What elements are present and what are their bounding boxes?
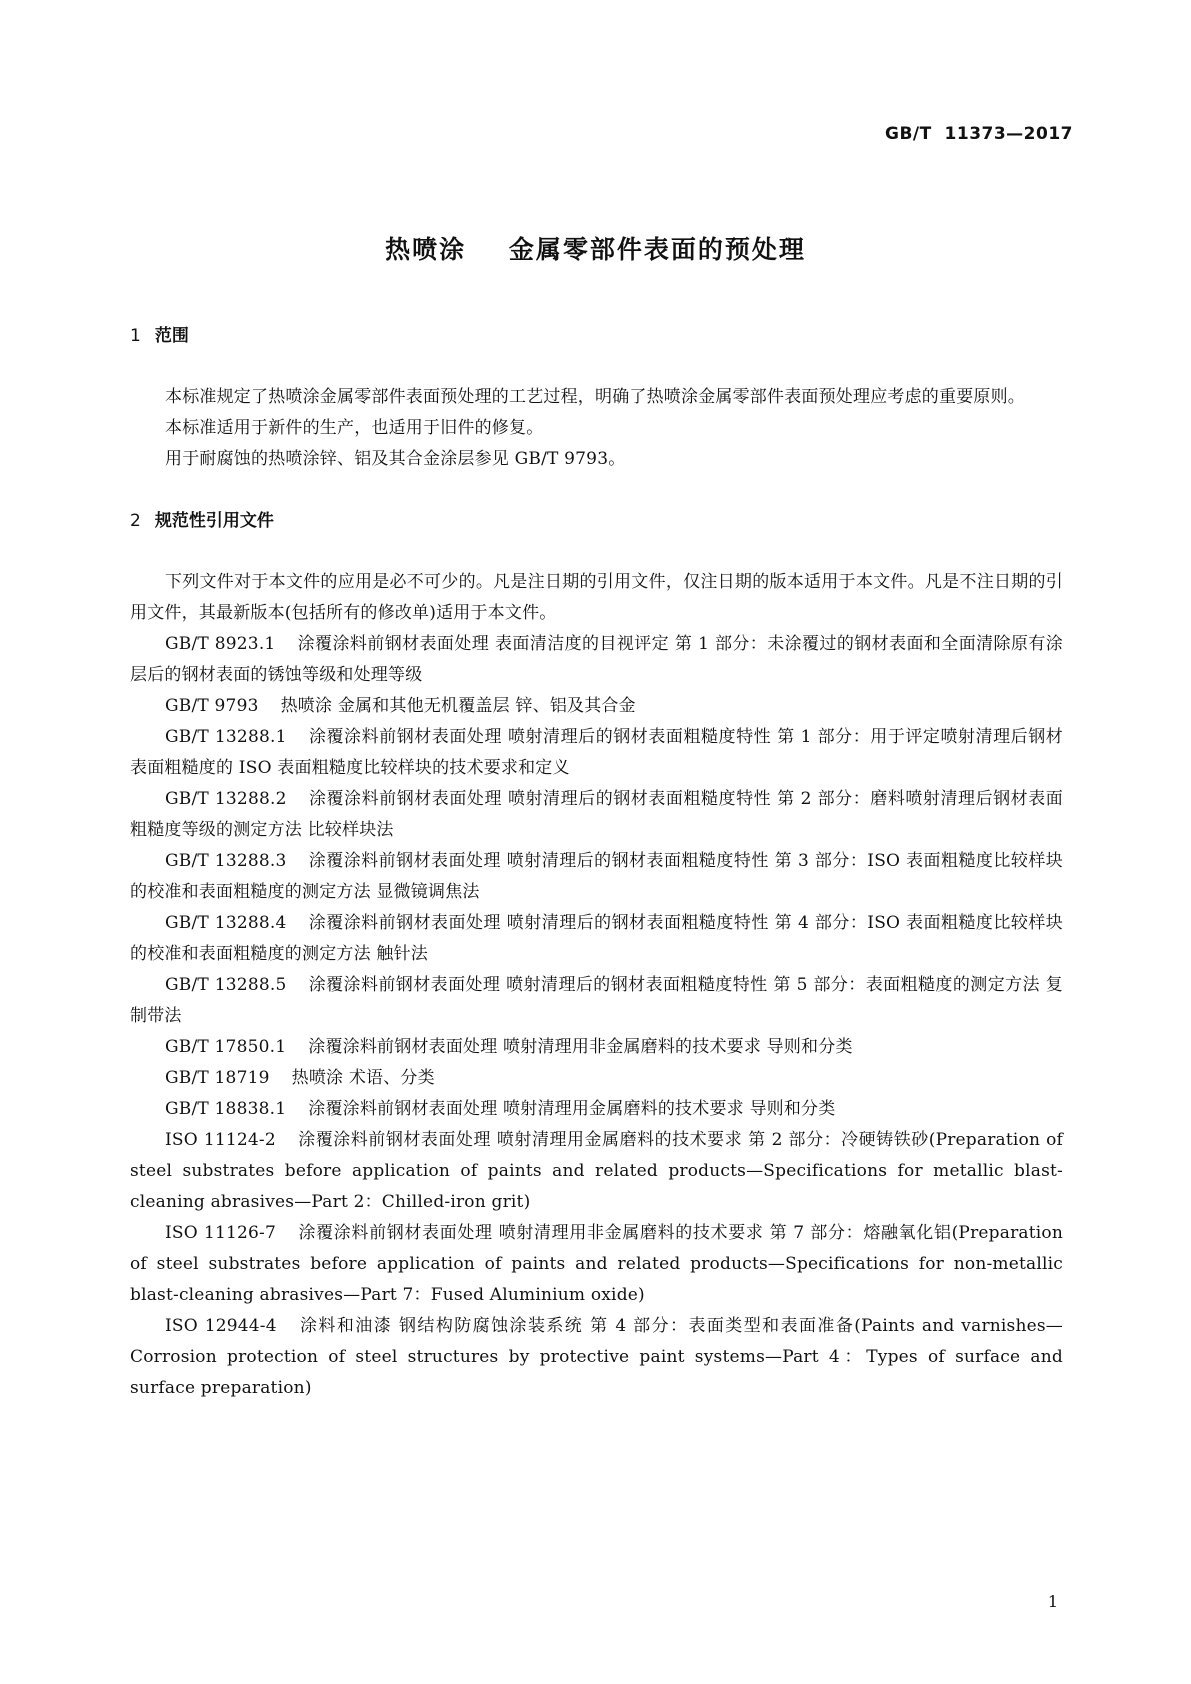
- references-intro: 下列文件对于本文件的应用是必不可少的。凡是注日期的引用文件，仅注日期的版本适用于本文件。凡是不注日期的引用文件，其最新版本(包括所有的修改单)适用于本文件。: [130, 572, 1063, 623]
- reference-entry: [130, 1125, 1063, 1218]
- section-title: 范围: [154, 326, 189, 346]
- reference-entry: [130, 1094, 1063, 1125]
- reference-code: GB/T 13288.3: [165, 851, 287, 871]
- scope-paragraph: 本标准适用于新件的生产，也适用于旧件的修复。: [165, 418, 544, 438]
- reference-code: ISO 11126-7: [165, 1223, 276, 1243]
- reference-code: GB/T 17850.1: [165, 1037, 287, 1057]
- reference-code: ISO 12944-4: [165, 1316, 277, 1336]
- reference-entry: [130, 722, 1063, 784]
- reference-entry: [130, 691, 1063, 722]
- document-title: 热喷涂 金属零部件表面的预处理: [385, 235, 806, 264]
- scope-paragraph: 用于耐腐蚀的热喷涂锌、铝及其合金涂层参见 GB/T 9793。: [165, 449, 626, 469]
- reference-title: 涂覆涂料前钢材表面处理 喷射清理用金属磨料的技术要求 第 2 部分：冷硬铸铁砂(Preparation of steel substrates before application of paints and related products—Specifications for metallic blast-cleaning abrasives—Part 2：Chilled-iron grit): [130, 1130, 1063, 1212]
- section-heading-normative-references: [130, 511, 1063, 531]
- reference-entry: [130, 1063, 1063, 1094]
- reference-code: GB/T 13288.5: [165, 975, 287, 995]
- reference-entry: [130, 846, 1063, 908]
- document-body: [130, 326, 1063, 1404]
- reference-title: 涂覆涂料前钢材表面处理 喷射清理用金属磨料的技术要求 导则和分类: [308, 1099, 836, 1119]
- reference-code: ISO 11124-2: [165, 1130, 276, 1150]
- reference-title: 涂覆涂料前钢材表面处理 喷射清理后的钢材表面粗糙度特性 第 4 部分：ISO 表面粗糙度比较样块的校准和表面粗糙度的测定方法 触针法: [130, 913, 1063, 964]
- reference-entry: [130, 970, 1063, 1032]
- reference-title: 涂覆涂料前钢材表面处理 喷射清理后的钢材表面粗糙度特性 第 3 部分：ISO 表面粗糙度比较样块的校准和表面粗糙度的测定方法 显微镜调焦法: [130, 851, 1063, 902]
- reference-title: 热喷涂 金属和其他无机覆盖层 锌、铝及其合金: [280, 696, 636, 716]
- section-number: 1: [130, 326, 141, 346]
- reference-title: 涂覆涂料前钢材表面处理 喷射清理用非金属磨料的技术要求 第 7 部分：熔融氧化铝(Preparation of steel substrates before application of paints and related products—Specifications for non-metallic blast-cleaning abrasives—Part 7：Fused Aluminium oxide): [130, 1223, 1063, 1305]
- reference-title: 涂覆涂料前钢材表面处理 喷射清理后的钢材表面粗糙度特性 第 2 部分：磨料喷射清理后钢材表面粗糙度等级的测定方法 比较样块法: [130, 789, 1063, 840]
- reference-entry: [130, 1218, 1063, 1311]
- reference-code: GB/T 18719: [165, 1068, 270, 1088]
- reference-code: GB/T 8923.1: [165, 634, 276, 654]
- reference-code: GB/T 13288.2: [165, 789, 287, 809]
- reference-code: GB/T 18838.1: [165, 1099, 287, 1119]
- reference-entry: [130, 784, 1063, 846]
- reference-title: 涂覆涂料前钢材表面处理 喷射清理后的钢材表面粗糙度特性 第 1 部分：用于评定喷射清理后钢材表面粗糙度的 ISO 表面粗糙度比较样块的技术要求和定义: [130, 727, 1063, 778]
- reference-title: 热喷涂 术语、分类: [291, 1068, 435, 1088]
- reference-entry: [130, 908, 1063, 970]
- reference-title: 涂料和油漆 钢结构防腐蚀涂装系统 第 4 部分：表面类型和表面准备(Paints and varnishes—Corrosion protection of steel structures by protective paint systems—Part 4：Types of surface and surface preparation): [130, 1316, 1064, 1398]
- scope-paragraph: 本标准规定了热喷涂金属零部件表面预处理的工艺过程，明确了热喷涂金属零部件表面预处理应考虑的重要原则。: [165, 387, 1025, 407]
- reference-code: GB/T 13288.1: [165, 727, 287, 747]
- reference-title: 涂覆涂料前钢材表面处理 喷射清理用非金属磨料的技术要求 导则和分类: [308, 1037, 853, 1057]
- reference-entry: [130, 1032, 1063, 1063]
- section-title: 规范性引用文件: [154, 511, 274, 531]
- section-heading-scope: [130, 326, 1063, 346]
- reference-code: GB/T 13288.4: [165, 913, 287, 933]
- reference-title: 涂覆涂料前钢材表面处理 表面清洁度的目视评定 第 1 部分：未涂覆过的钢材表面和全面清除原有涂层后的钢材表面的锈蚀等级和处理等级: [130, 634, 1063, 685]
- page-number: 1: [1047, 1592, 1058, 1611]
- reference-entry: [130, 1311, 1063, 1404]
- reference-code: GB/T 9793: [165, 696, 259, 716]
- reference-entry: [130, 629, 1063, 691]
- section-number: 2: [130, 511, 141, 531]
- standard-code: GB/T 11373—2017: [884, 124, 1073, 144]
- reference-title: 涂覆涂料前钢材表面处理 喷射清理后的钢材表面粗糙度特性 第 5 部分：表面粗糙度的测定方法 复制带法: [130, 975, 1063, 1026]
